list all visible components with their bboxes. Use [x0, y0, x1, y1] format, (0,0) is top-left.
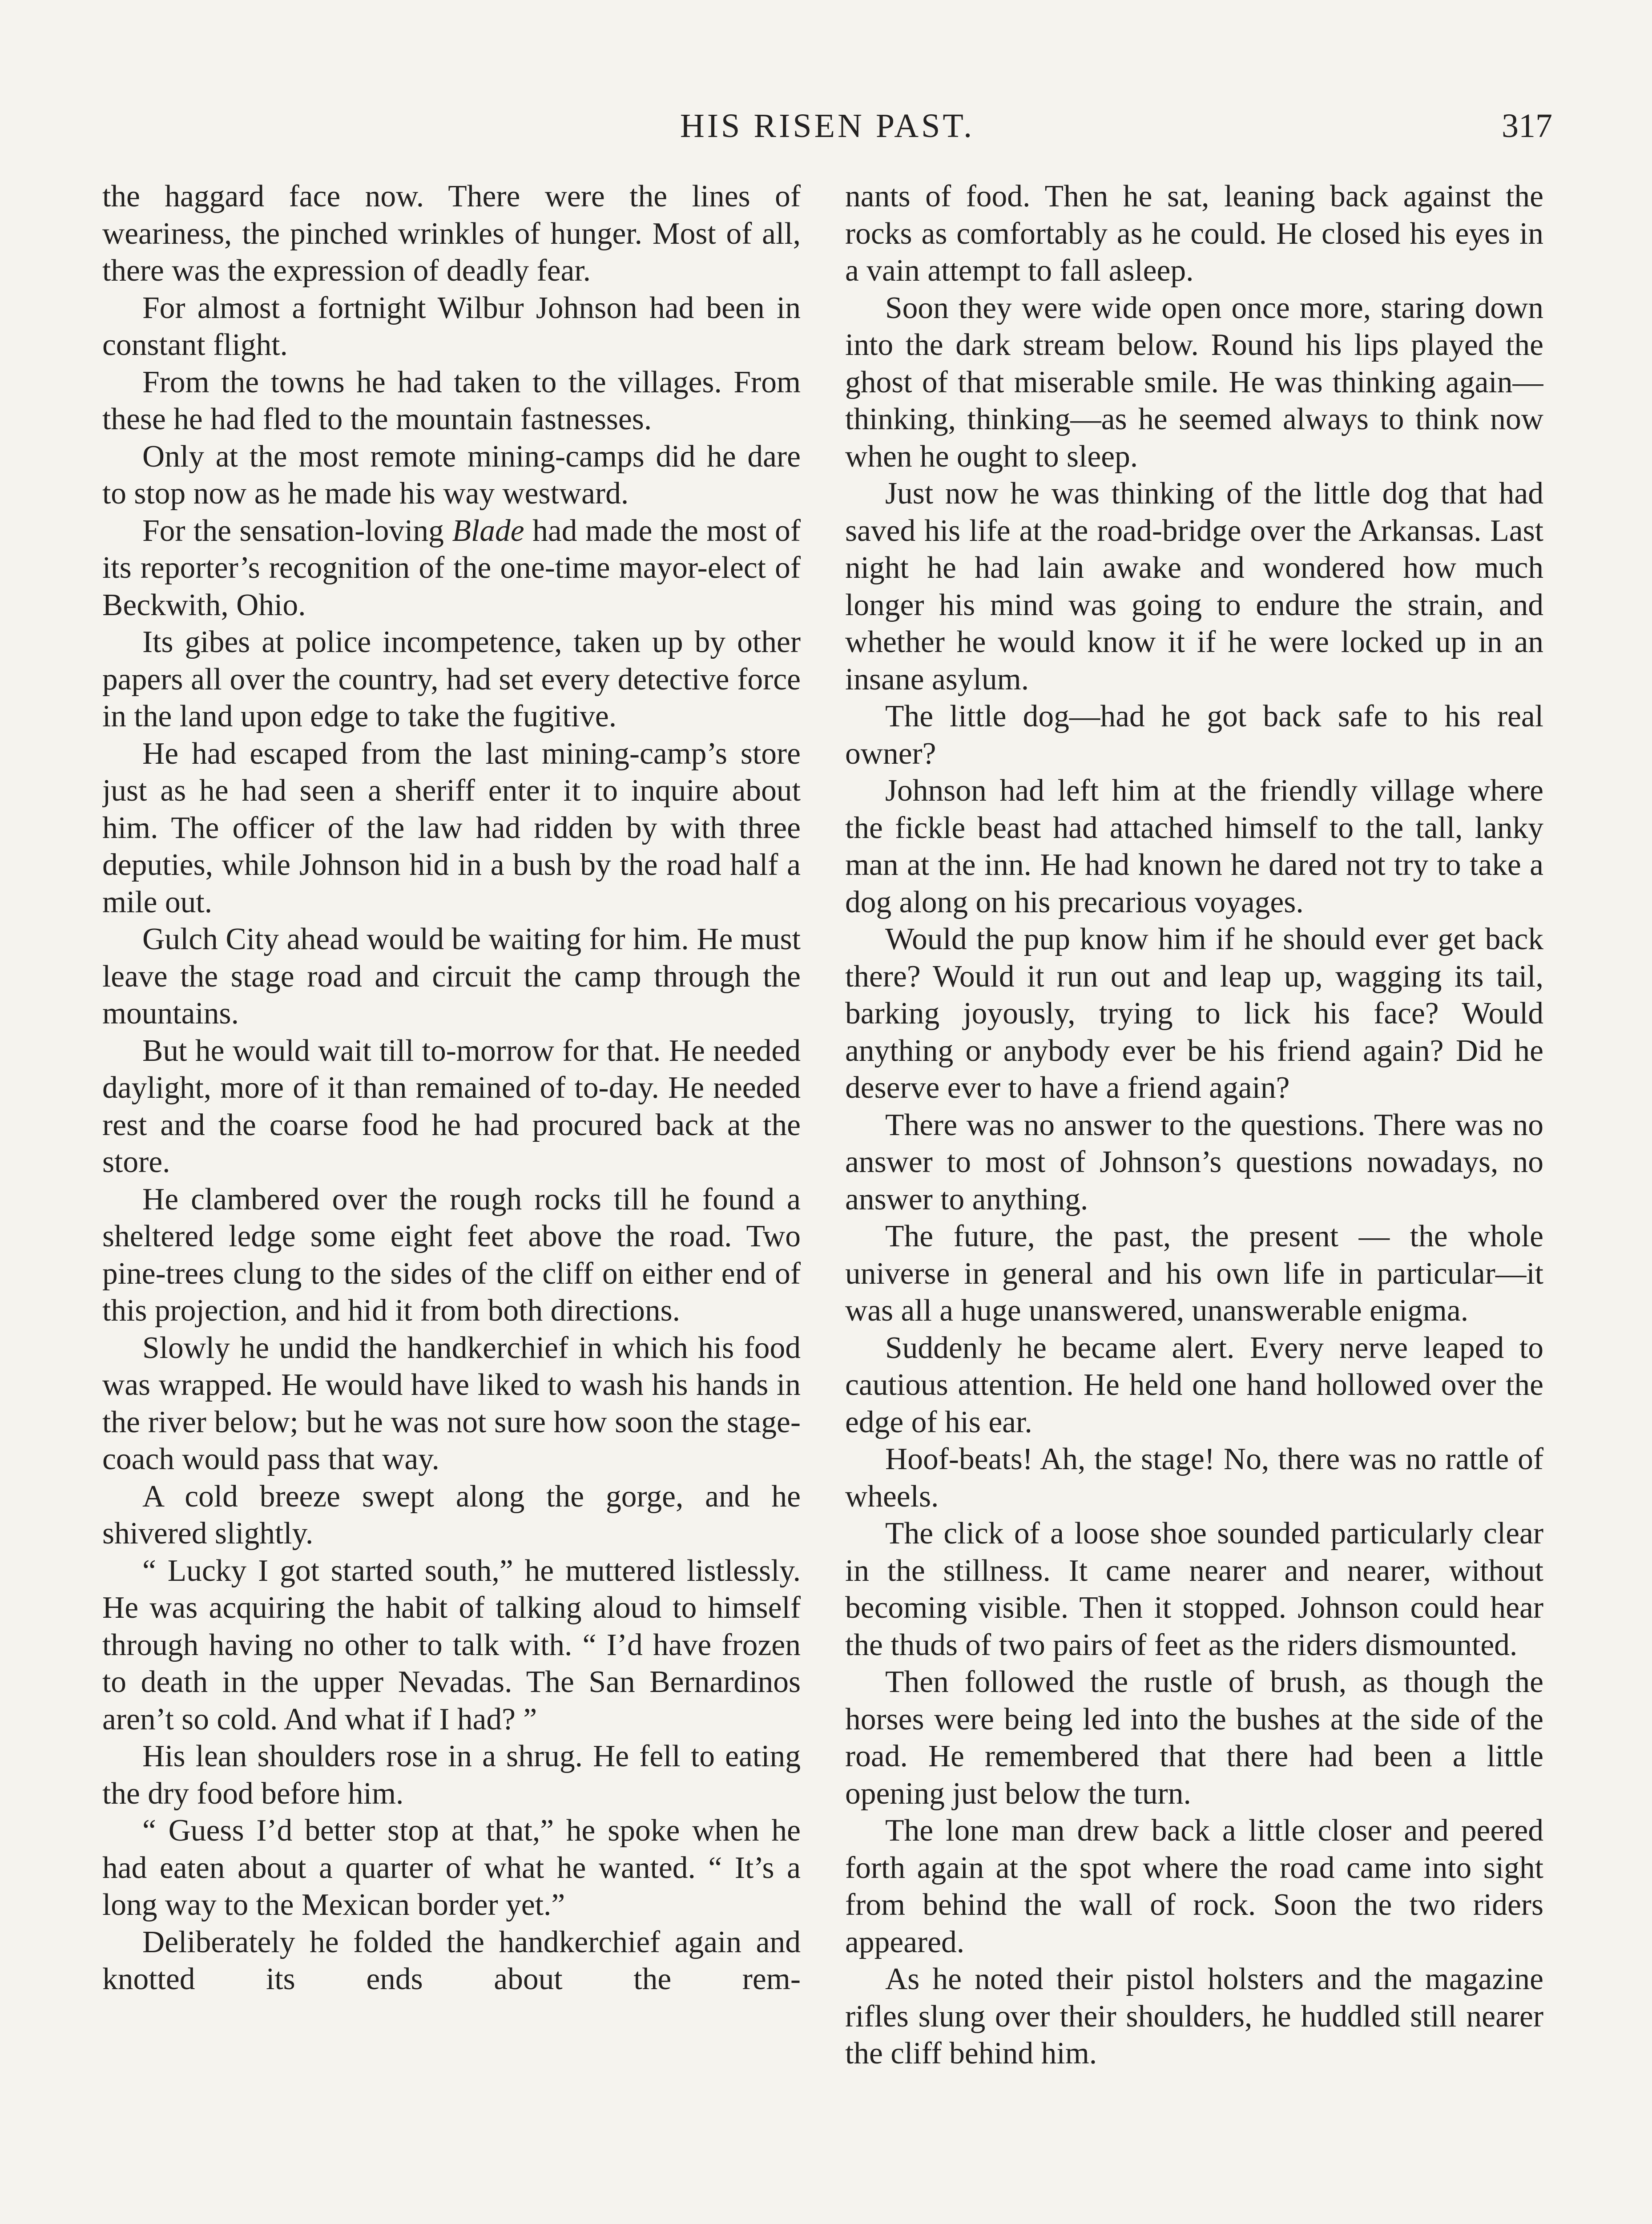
paragraph: Gulch City ahead would be waiting for him. He must leave the stage road and circuit the camp through the mountains.: [102, 922, 801, 1031]
paragraph: He clambered over the rough rocks till he found a sheltered ledge some eight feet above the road. Two pine-trees clung to the sides of the cliff on either end of this projection, and hid it from both directions.: [102, 1182, 801, 1328]
paragraph: Its gibes at police incompetence, taken up by other papers all over the country, had set every detective force in the land upon edge to take the fugitive.: [102, 625, 801, 733]
left-column: [102, 178, 801, 2224]
paragraph: Then followed the rustle of brush, as though the horses were being led into the bushes at the side of the road. He remembered that there had been a little opening just below the turn.: [845, 1665, 1543, 1811]
paragraph: The future, the past, the present — the whole universe in general and his own life in particular—it was all a huge unanswered, unanswerable enigma.: [845, 1219, 1543, 1328]
newspaper-name: Blade: [452, 513, 524, 548]
paragraph: The lone man drew back a little closer and peered forth again at the spot where the road came into sight from behind the wall of rock. Soon the two riders appeared.: [845, 1813, 1543, 1959]
paragraph: Johnson had left him at the friendly village where the fickle beast had attached himself to the tall, lanky man at the inn. He had known he dared not try to take a dog along on his precarious voyages.: [845, 774, 1543, 919]
paragraph: Only at the most remote mining-camps did he dare to stop now as he made his way westward.: [102, 439, 801, 511]
paragraph: A cold breeze swept along the gorge, and he shivered slightly.: [102, 1479, 801, 1551]
paragraph: “ Guess I’d better stop at that,” he spoke when he had eaten about a quarter of what he wanted. “ It’s a long way to the Mexican border yet.”: [102, 1813, 801, 1922]
paragraph-with-italic: For the sensation-loving Blade had made the most of its reporter’s recognition of the one-time mayor-elect of Beckwith, Ohio.: [102, 513, 801, 622]
right-column: [845, 178, 1543, 2224]
paragraph: As he noted their pistol holsters and the magazine rifles slung over their shoulders, he huddled still nearer the cliff behind him.: [845, 1962, 1543, 2071]
paragraph: For almost a fortnight Wilbur Johnson had been in constant flight.: [102, 290, 801, 362]
paragraph: The little dog—had he got back safe to his real owner?: [845, 699, 1543, 771]
paragraph: There was no answer to the questions. There was no answer to most of Johnson’s questions nowadays, no answer to anything.: [845, 1108, 1543, 1217]
paragraph: Slowly he undid the handkerchief in which his food was wrapped. He would have liked to wash his hands in the river below; but he was not sure how soon the stage-coach would pass that way.: [102, 1330, 801, 1476]
page-number: 317: [1502, 107, 1552, 145]
paragraph: But he would wait till to-morrow for that. He needed daylight, more of it than remained of to-day. He needed rest and the coarse food he had procured back at the store.: [102, 1033, 801, 1179]
paragraph: Deliberately he folded the handkerchief again and knotted its ends about the rem-: [102, 1925, 801, 1996]
paragraph: the haggard face now. There were the lines of weariness, the pinched wrinkles of hunger. Most of all, there was the expression of deadly fear.: [102, 179, 801, 288]
paragraph: Just now he was thinking of the little dog that had saved his life at the road-bridge over the Arkansas. Last night he had lain awake and wondered how much longer his mind was going to endure the strain, and whether he would know it if he were locked up in an insane asylum.: [845, 476, 1543, 697]
paragraph: Would the pup know him if he should ever get back there? Would it run out and leap up, wagging its tail, barking joyously, trying to lick his face? Would anything or anybody ever be his friend again? Did he deserve ever to have a friend again?: [845, 922, 1543, 1105]
paragraph: nants of food. Then he sat, leaning back against the rocks as comfortably as he could. He closed his eyes in a vain attempt to fall asleep.: [845, 179, 1543, 288]
paragraph: The click of a loose shoe sounded particularly clear in the stillness. It came nearer and nearer, without becoming visible. Then it stopped. Johnson could hear the thuds of two pairs of feet as the riders dismounted.: [845, 1516, 1543, 1662]
running-title: HIS RISEN PAST.: [680, 107, 975, 145]
paragraph: His lean shoulders rose in a shrug. He fell to eating the dry food before him.: [102, 1739, 801, 1811]
paragraph: Suddenly he became alert. Every nerve leaped to cautious attention. He held one hand hollowed over the edge of his ear.: [845, 1330, 1543, 1439]
paragraph: He had escaped from the last mining-camp’s store just as he had seen a sheriff enter it to inquire about him. The officer of the law had ridden by with three deputies, while Johnson hid in a bush by the road half a mile out.: [102, 736, 801, 919]
paragraph: “ Lucky I got started south,” he muttered listlessly. He was acquiring the habit of talking aloud to himself through having no other to talk with. “ I’d have frozen to death in the upper Nevadas. The San Bernardinos aren’t so cold. And what if I had? ”: [102, 1553, 801, 1736]
running-head: [102, 101, 1552, 150]
paragraph: Soon they were wide open once more, staring down into the dark stream below. Round his lips played the ghost of that miserable smile. He was thinking again—thinking, thinking—as he seemed always to think now when he ought to sleep.: [845, 290, 1543, 474]
paragraph: Hoof-beats! Ah, the stage! No, there was no rattle of wheels.: [845, 1442, 1543, 1514]
paragraph: From the towns he had taken to the villages. From these he had fled to the mountain fastnesses.: [102, 365, 801, 436]
